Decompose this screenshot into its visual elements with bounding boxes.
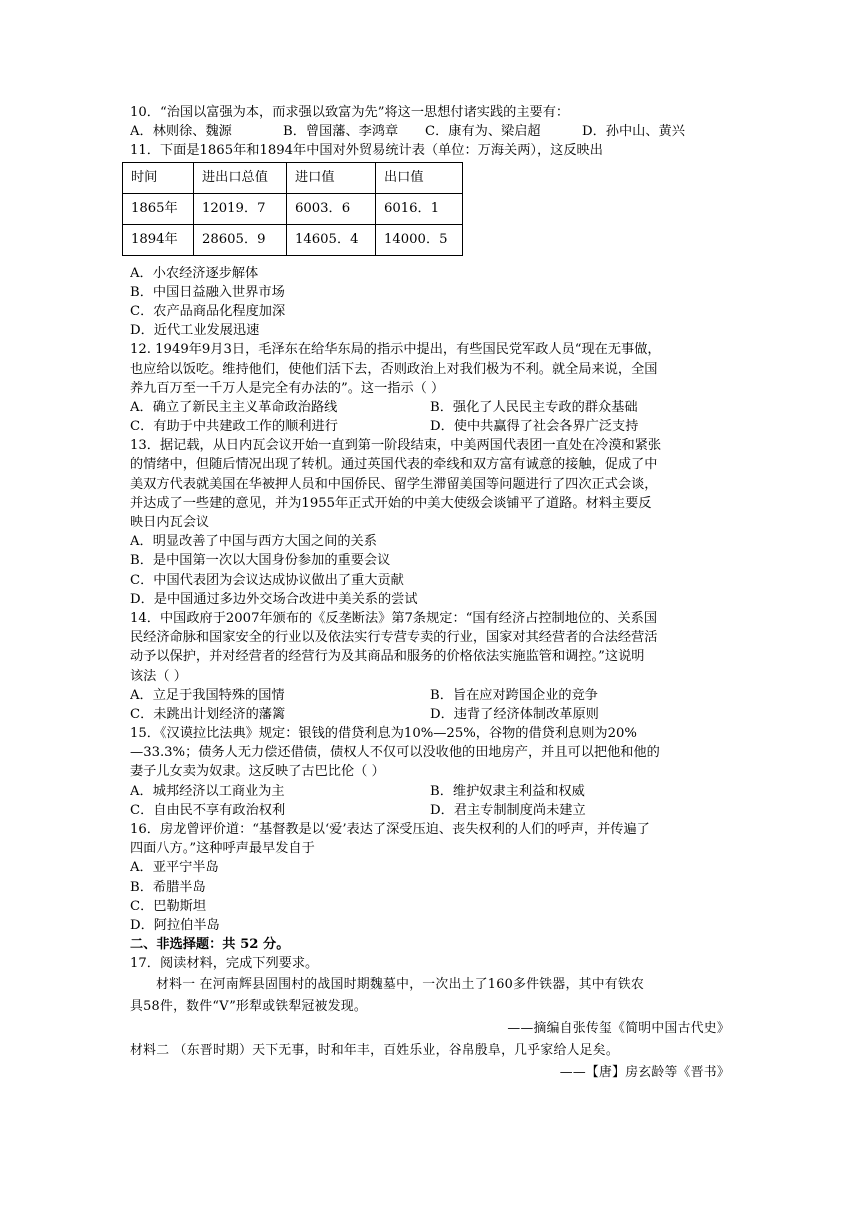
q10-option-d: D．孙中山、黄兴: [582, 124, 685, 140]
q14-option-b: B．旨在应对跨国企业的竞争: [430, 687, 598, 703]
material-1-line: 具58件，数件“V”形犁或铁犁冠被发现。: [130, 998, 368, 1014]
q13-option-d: D．是中国通过多边外交场合改进中美关系的尝试: [130, 591, 418, 607]
material-1-line: 材料一 在河南辉县固围村的战国时期魏墓中，一次出土了160多件铁器，其中有铁农: [156, 976, 645, 992]
q14-stem-line: 该法（ ）: [130, 668, 187, 684]
q15-option-a: A．城邦经济以工商业为主: [130, 783, 285, 799]
q15-option-b: B．维护奴隶主利益和权威: [430, 783, 585, 799]
q14-options-row: [130, 686, 730, 705]
table-cell: 1865年: [123, 193, 194, 224]
q14-stem-line: 14．中国政府于2007年颁布的《反垄断法》第7条规定：“国有经济占控制地位的、关系国: [130, 610, 658, 626]
trade-table: [122, 162, 463, 256]
material-2-line: 材料二 （东晋时期）天下无事，时和年丰，百姓乐业，谷帛殷阜，几乎家给人足矣。: [130, 1042, 619, 1058]
q14-option-a: A．立足于我国特殊的国情: [130, 687, 285, 703]
q14-stem-line: 民经济命脉和国家安全的行业以及依法实行专营专卖的行业，国家对其经营者的合法经营活: [130, 630, 658, 646]
q11-option-b: B．中国日益融入世界市场: [130, 284, 285, 300]
q16-option-a: A．亚平宁半岛: [130, 860, 219, 876]
table-header-cell: 出口值: [376, 162, 463, 193]
table-row: [123, 224, 463, 255]
q12-option-b: B．强化了人民民主专政的群众基础: [430, 399, 638, 415]
q13-stem-line: 并达成了一些建的意见，并为1955年正式开始的中美大使级会谈铺平了道路。材料主要反: [130, 495, 652, 511]
q14-option-d: D．违背了经济体制改革原则: [430, 706, 599, 722]
table-cell: 6003．6: [287, 193, 376, 224]
q14-option-c: C．未跳出计划经济的藩篱: [130, 706, 286, 722]
q16-stem-line: 四面八方。”这种呼声最早发自于: [130, 841, 315, 857]
q15-options-row: [130, 782, 730, 801]
material-1-source: ——摘编自张传玺《简明中国古代史》: [507, 1020, 730, 1036]
section-title: 二、非选择题：共 52 分。: [130, 937, 290, 953]
q10-options: [130, 122, 730, 141]
q12-option-a: A．确立了新民主主义革命政治路线: [130, 399, 338, 415]
q14-options-row: [130, 705, 730, 724]
q10-option-c: C．康有为、梁启超: [425, 124, 541, 140]
q11-option-a: A．小农经济逐步解体: [130, 265, 259, 281]
q15-options-row: [130, 801, 730, 820]
q14-stem-line: 动予以保护，并对经营者的经营行为及其商品和服务的价格依法实施监管和调控。”这说明: [130, 649, 645, 665]
q13-stem-line: 13．据记载，从日内瓦会议开始一直到第一阶段结束，中美两国代表团一直处在冷漠和紧张: [130, 438, 662, 454]
table-cell: 14605．4: [287, 224, 376, 255]
q11-stem: 11．下面是1865年和1894年中国对外贸易统计表（单位：万海关两），这反映出: [130, 143, 603, 159]
q12-stem-line: 养九百万至一千万人是完全有办法的”。这一指示（ ）: [130, 380, 445, 396]
q12-options-row: [130, 398, 730, 417]
q13-option-a: A．明显改善了中国与西方大国之间的关系: [130, 534, 377, 550]
q15-stem-line: 15．《汉谟拉比法典》规定：银钱的借贷利息为10%—25%，谷物的借贷利息则为20%: [130, 726, 637, 742]
table-row: [123, 193, 463, 224]
q13-stem-line: 的情绪中，但随后情况出现了转机。通过英国代表的牵线和双方富有诚意的接触，促成了中: [130, 457, 658, 473]
q16-option-d: D．阿拉伯半岛: [130, 917, 220, 933]
q10-option-b: B．曾国藩、李鸿章: [283, 124, 399, 140]
q12-options-row: [130, 417, 730, 436]
q10-option-a: A．林则徐、魏源: [130, 124, 232, 140]
table-header-cell: 进出口总值: [194, 162, 287, 193]
q12-stem-line: 12. 1949年9月3日，毛泽东在给华东局的指示中提出，有些国民党军政人员“现在无事做，: [130, 342, 661, 358]
q10-stem: 10．“治国以富强为本，而求强以致富为先”将这一思想付诸实践的主要有：: [130, 105, 570, 120]
q12-option-c: C．有助于中共建政工作的顺利进行: [130, 419, 338, 435]
q11-option-d: D．近代工业发展迅速: [130, 323, 260, 339]
table-cell: 14000．5: [376, 224, 463, 255]
q16-option-b: B．希腊半岛: [130, 879, 206, 895]
q16-stem-line: 16．房龙曾评价道：“基督教是以‘爱’表达了深受压迫、丧失权利的人们的呼声，并传遍了: [130, 822, 650, 837]
q11-option-c: C．农产品商品化程度加深: [130, 303, 286, 319]
table-cell: 6016．1: [376, 193, 463, 224]
q13-stem-line: 美双方代表就美国在华被押人员和中国侨民、留学生滞留美国等问题进行了四次正式会谈，: [130, 476, 658, 492]
table-cell: 12019．7: [194, 193, 287, 224]
material-2-source: ——【唐】房玄龄等《晋书》: [559, 1064, 730, 1080]
q15-option-d: D．君主专制制度尚未建立: [430, 802, 586, 818]
q13-stem-line: 映日内瓦会议: [130, 515, 210, 530]
q13-option-b: B．是中国第一次以大国身份参加的重要会议: [130, 553, 391, 569]
q12-option-d: D．使中共赢得了社会各界广泛支持: [430, 419, 639, 435]
q12-stem-line: 也应给以饭吃。维持他们，使他们活下去，否则政治上对我们极为不利。就全局来说，全国: [130, 361, 658, 377]
table-header-cell: 进口值: [287, 162, 376, 193]
q15-stem-line: —33.3%；债务人无力偿还借债，债权人不仅可以没收他的田地房产，并且可以把他和他的: [130, 745, 660, 761]
q16-option-c: C．巴勒斯坦: [130, 898, 207, 914]
table-cell: 1894年: [123, 224, 194, 255]
table-cell: 28605．9: [194, 224, 287, 255]
q17-stem: 17．阅读材料，完成下列要求。: [130, 956, 319, 972]
exam-page: [130, 103, 730, 1084]
q13-option-c: C．中国代表团为会议达成协议做出了重大贡献: [130, 572, 404, 588]
table-header-cell: 时间: [123, 162, 194, 193]
table-header-row: [123, 162, 463, 193]
q15-option-c: C．自由民不享有政治权利: [130, 802, 286, 818]
q15-stem-line: 妻子儿女卖为奴隶。这反映了古巴比伦（ ）: [130, 764, 385, 780]
